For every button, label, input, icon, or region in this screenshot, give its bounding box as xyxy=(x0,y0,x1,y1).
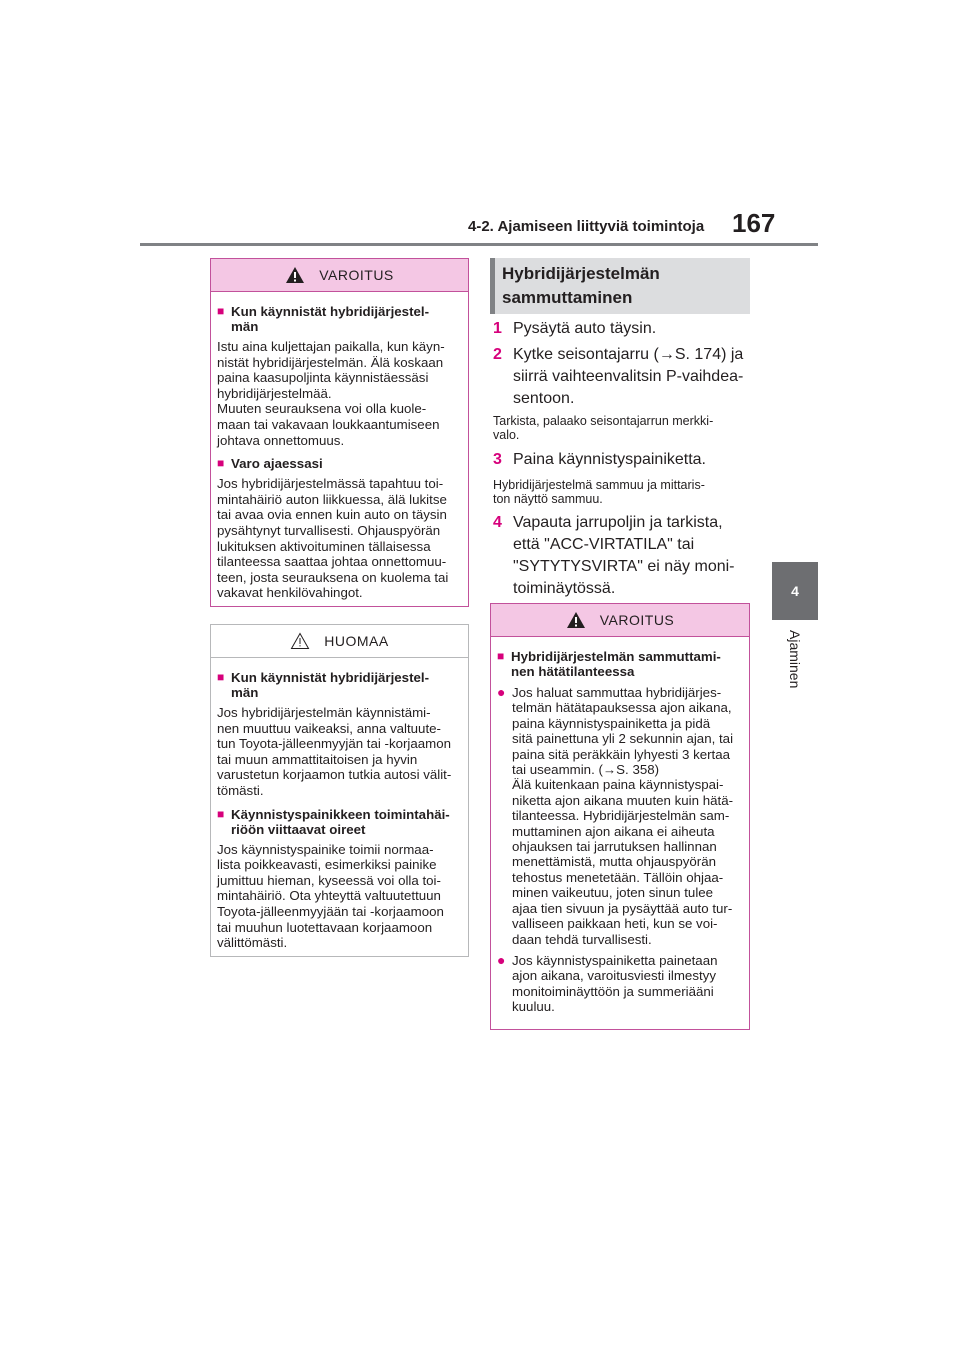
step-note xyxy=(493,414,713,442)
note-line: ton näyttö sammuu. xyxy=(493,492,603,506)
step-number: 4 xyxy=(493,514,502,531)
heading-line: Hybridijärjestelmän xyxy=(502,264,660,283)
step-3 xyxy=(493,449,706,471)
text-line: Älä kuitenkaan paina käynnistyspai- xyxy=(512,777,724,793)
caution-triangle-icon xyxy=(290,632,310,650)
text-line: Jos haluat sammuttaa hybridijärjes- xyxy=(512,685,722,700)
square-bullet-icon: ■ xyxy=(217,806,225,821)
text-line: monitoiminäyttöön ja summeriääni xyxy=(512,983,714,999)
notice-paragraph xyxy=(217,705,460,799)
step-number: 2 xyxy=(493,346,502,363)
heading-line: Kun käynnistät hybridijärjestel- xyxy=(231,670,430,685)
text-line: daan tehdä turvallisesti. xyxy=(512,931,652,947)
step-text: Pysäytä auto täysin. xyxy=(513,320,657,337)
warning-box-header xyxy=(211,259,468,292)
text-line: tun Toyota-jälleenmyyjän tai -korjaamon xyxy=(217,736,452,752)
text-line: hybridijärjestelmää. xyxy=(217,385,332,401)
text-line: menettämistä, mutta ohjauspyörän xyxy=(512,854,716,870)
heading-line: Hybridijärjestelmän sammuttami- xyxy=(511,649,721,664)
text-line: mintahäiriö. Ota yhteyttä valtuutettuun xyxy=(217,888,441,904)
warning-triangle-icon xyxy=(566,611,586,629)
note-line: valo. xyxy=(493,428,520,442)
text-line: ajon aikana, varoitusviesti ilmestyy xyxy=(512,968,716,984)
heading-line: Kun käynnistät hybridijärjestel- xyxy=(231,304,430,319)
text-line: lista poikkeavasti, esimerkiksi painike xyxy=(217,857,437,873)
warning-label: VAROITUS xyxy=(319,267,394,283)
warning-bullet xyxy=(497,953,741,1015)
warning-triangle-icon xyxy=(285,266,305,284)
warning-label: VAROITUS xyxy=(599,612,675,628)
warning-paragraph xyxy=(217,339,460,448)
page-header xyxy=(0,0,960,250)
text-line: tilanteessa. Hybridijärjestelmän sam- xyxy=(512,808,730,824)
text-line: kuuluu. xyxy=(512,999,555,1015)
square-bullet-icon: ■ xyxy=(497,649,505,663)
step-text: sentoon. xyxy=(513,390,575,407)
notice-subheading xyxy=(217,807,460,837)
step-text: toiminäytössä. xyxy=(513,580,616,597)
round-bullet-icon: ● xyxy=(497,951,506,968)
text-line: Istu aina kuljettajan paikalla, kun käyn- xyxy=(217,339,445,354)
note-line: Hybridijärjestelmä sammuu ja mittaris- xyxy=(493,478,705,492)
text-line: maan tai vakavaan loukkaantumiseen xyxy=(217,416,440,432)
step-note xyxy=(493,478,705,506)
text-line: telmän hätätapauksessa ajon aikana, xyxy=(512,700,732,716)
text-line: muttaminen ajon aikana ei aiheuta xyxy=(512,823,715,839)
text-line: paina sitä peräkkäin lyhyesti 3 kertaa xyxy=(512,746,731,762)
square-bullet-icon: ■ xyxy=(217,456,225,471)
text-line: Jos käynnistyspainiketta painetaan xyxy=(512,952,718,968)
notice-label: HUOMAA xyxy=(324,633,389,649)
text-line: tömästi. xyxy=(217,782,264,798)
section-title: 4-2. Ajamiseen liittyviä toimintoja xyxy=(468,218,705,235)
warning-paragraph xyxy=(217,476,460,601)
text-line: paina kaasupoljinta käynnistäessäsi xyxy=(217,370,429,386)
text-line: välittömästi. xyxy=(217,935,288,951)
text-line: Jos käynnistyspainike toimii normaa- xyxy=(217,841,434,857)
step-text: Vapauta jarrupoljin ja tarkista, xyxy=(513,514,723,531)
text-line: jumittuu hieman, kyseessä voi olla toi- xyxy=(217,872,441,888)
text-line: Muuten seurauksena voi olla kuole- xyxy=(217,401,427,417)
heading-line: män xyxy=(231,685,259,700)
chapter-tab: 4 xyxy=(772,562,818,620)
text-line: mintahäiriö auton liikkuessa, älä lukitse xyxy=(217,491,447,507)
text-line: tai muuhun luotettavaan korjaamoon xyxy=(217,919,433,935)
text-line: tai muun ammattitaitoisen ja hyvin xyxy=(217,751,418,767)
step-text: että "ACC-VIRTATILA" tai xyxy=(513,536,695,553)
warning-bullet xyxy=(497,685,741,947)
text-line: tehostus menetetään. Tällöin ohjaa- xyxy=(512,869,724,885)
text-line: johtava onnettomuus. xyxy=(217,432,345,448)
notice-box xyxy=(210,624,469,957)
heading-line: riöön viittaavat oireet xyxy=(231,821,366,837)
text-line: sitä painettuna yli 2 sekunnin ajan, tai xyxy=(512,731,734,747)
warning-box-right xyxy=(490,603,750,1030)
text-line: minen vaikeutuu, joten sinun tulee xyxy=(512,885,714,901)
text-line: Jos hybridijärjestelmän käynnistämi- xyxy=(217,705,431,720)
step-number: 3 xyxy=(493,451,502,468)
step-number: 1 xyxy=(493,320,502,337)
step-1 xyxy=(493,318,656,340)
text-line: tilanteessa saattaa johtaa onnettomuu- xyxy=(217,554,447,570)
step-2 xyxy=(493,344,743,410)
text-line: Toyota-jälleenmyyjään tai -korjaamoon xyxy=(217,903,444,919)
notice-subheading xyxy=(217,670,460,700)
text-line: tai useammin. (→S. 358) xyxy=(512,762,660,778)
square-bullet-icon: ■ xyxy=(217,670,225,684)
warning-subheading xyxy=(217,304,460,334)
warning-subheading xyxy=(217,456,460,471)
heading-line: sammuttaminen xyxy=(502,288,633,307)
text-line: pysähtynyt turvallisesti. Ohjauspyörän xyxy=(217,522,441,538)
step-text: Paina käynnistyspainiketta. xyxy=(513,451,706,468)
text-line: varustetun korjaamon tutkia autosi välit- xyxy=(217,767,452,783)
header-rule xyxy=(140,243,818,246)
warning-subheading xyxy=(497,649,741,679)
heading-line: män xyxy=(231,319,259,334)
note-line: Tarkista, palaako seisontajarrun merkki- xyxy=(493,414,714,428)
round-bullet-icon: ● xyxy=(497,684,506,700)
heading-line: Varo ajaessasi xyxy=(231,456,323,472)
text-line: ajaa tien sivuun ja pysäyttää auto tur- xyxy=(512,900,733,916)
text-line: teen, josta seurauksena on kuolema tai xyxy=(217,569,449,585)
text-line: nen muuttuu vaikeaksi, anna valtuute- xyxy=(217,720,441,736)
text-line: Jos hybridijärjestelmässä tapahtuu toi- xyxy=(217,476,444,492)
warning-box-header xyxy=(491,604,749,637)
page-number: 167 xyxy=(732,208,776,238)
heading-line: nen hätätilanteessa xyxy=(511,664,635,679)
chapter-label xyxy=(782,630,808,720)
text-line: valliseen paikkaan heti, kun se voi- xyxy=(512,916,718,932)
text-line: tai avaa ovia ennen kuin auto on täysin xyxy=(217,507,447,523)
warning-box-left xyxy=(210,258,469,607)
square-bullet-icon: ■ xyxy=(217,304,225,318)
text-line: ohjauksen tai jarrutuksen hallinnan xyxy=(512,839,717,855)
section-heading xyxy=(490,258,750,314)
heading-line: Käynnistyspainikkeen toimintahäi- xyxy=(231,806,450,822)
step-text: siirrä vaihteenvalitsin P-vaihdea- xyxy=(513,368,744,385)
step-text: "SYTYTYSVIRTA" ei näy moni- xyxy=(513,558,735,575)
text-line: vakavat henkilövahingot. xyxy=(217,585,363,601)
text-line: paina käynnistyspainiketta ja pidä xyxy=(512,715,711,731)
notice-paragraph xyxy=(217,842,460,951)
text-line: nistät hybridijärjestelmän. Älä koskaan xyxy=(217,354,444,370)
step-4 xyxy=(493,512,735,600)
notice-box-header xyxy=(211,625,468,658)
text-line: lukituksen aktivoituminen tällaisessa xyxy=(217,538,431,554)
step-text: Kytke seisontajarru (→S. 174) ja xyxy=(513,346,744,363)
text-line: niketta ajon aikana muuten kuin hätä- xyxy=(512,792,734,808)
chapter-label-text: Ajaminen xyxy=(787,630,803,689)
